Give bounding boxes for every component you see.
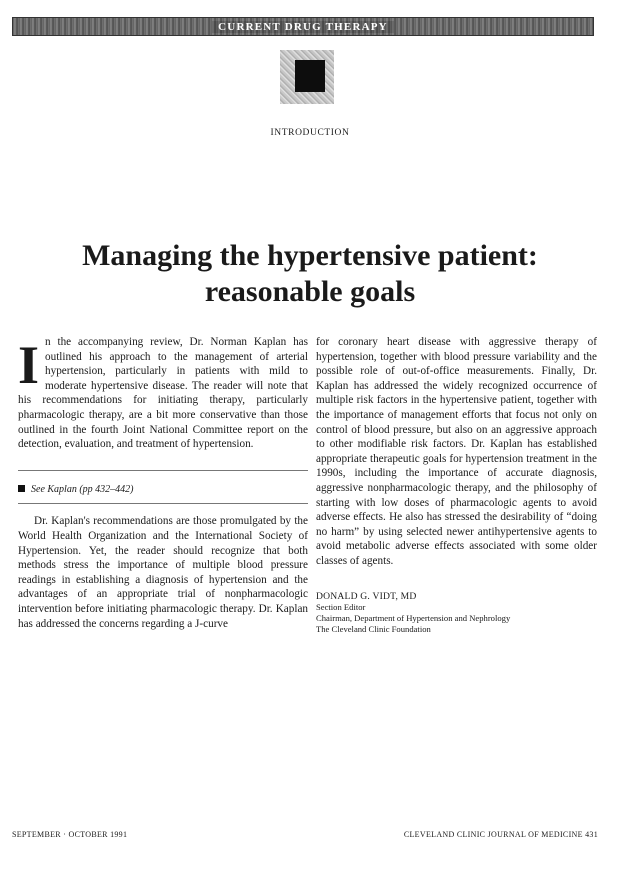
- author-institution: The Cleveland Clinic Foundation: [316, 623, 431, 634]
- title-line-1: Managing the hypertensive patient:: [82, 239, 538, 272]
- square-bullet-icon: [18, 485, 25, 492]
- journal-logo-square: [295, 60, 325, 92]
- footer-journal: CLEVELAND CLINIC JOURNAL OF MEDICINE 431: [403, 830, 598, 839]
- section-banner: [12, 17, 594, 36]
- author-signature: [316, 591, 597, 635]
- paragraph-1-text: n the accompanying review, Dr. Norman Kaplan has outlined his approach to the management of arterial hypertension, particularly in patients with mild to moderate hypertensive disease. The reader will note that his recommendations for initiating therapy, particularly pharmacologic therapy, are a bit more conservative than those outlined in the fourth Joint National Committee report on the detection, evaluation, and treatment of hypertension.: [18, 336, 308, 451]
- section-label: INTRODUCTION: [270, 128, 350, 138]
- paragraph-3: for coronary heart disease with aggressive therapy of hypertension, together with blood pressure variability and the possible role of out-of-office measurements. Finally, Dr. Kaplan has addressed the widely recognized occurrence of multiple risk factors in the hypertensive patient, together with the importance of management efforts that focus not only on control of blood pressure, but also on an aggressive approach to other modifiable risk factors. Dr. Kaplan has established appropriate therapeutic goals for hypertension treatment in the 1990s, including the importance of accurate diagnosis, aggressive nonpharmacologic therapy, and the philosophy of starting with low doses of pharmacologic agents to avoid adverse effects. He also has stressed the desirability of “doing no harm” by using selected newer antihypertensive agents to avoid metabolic adverse effects associated with some older classes of agents.: [316, 336, 597, 567]
- cross-reference-link[interactable]: See Kaplan (pp 432–442): [31, 483, 134, 495]
- footer-date: SEPTEMBER · OCTOBER 1991: [12, 830, 128, 839]
- author-name: DONALD G. VIDT, MD: [316, 590, 417, 602]
- right-column: [316, 335, 597, 635]
- banner-label: CURRENT DRUG THERAPY: [212, 21, 394, 33]
- drop-cap: I: [18, 335, 40, 395]
- left-column: [18, 335, 308, 631]
- title-line-2: reasonable goals: [204, 275, 416, 308]
- paragraph-2: Dr. Kaplan's recommendations are those promulgated by the World Health Organization and the International Society of Hypertension. Yet, the reader should recognize that both methods stress the importance of multiple blood pressure readings in establishing a diagnosis of hypertension and the advantages of an appropriate trial of nonpharmacologic intervention before initiating pharmacologic therapy. Dr. Kaplan has addressed the concerns regarding a J-curve: [18, 515, 308, 630]
- author-position: Chairman, Department of Hypertension and Nephrology: [316, 612, 511, 623]
- author-role: Section Editor: [316, 601, 366, 612]
- paragraph-1: [18, 335, 308, 452]
- article-title: [30, 238, 590, 310]
- cross-reference-box: [18, 470, 308, 505]
